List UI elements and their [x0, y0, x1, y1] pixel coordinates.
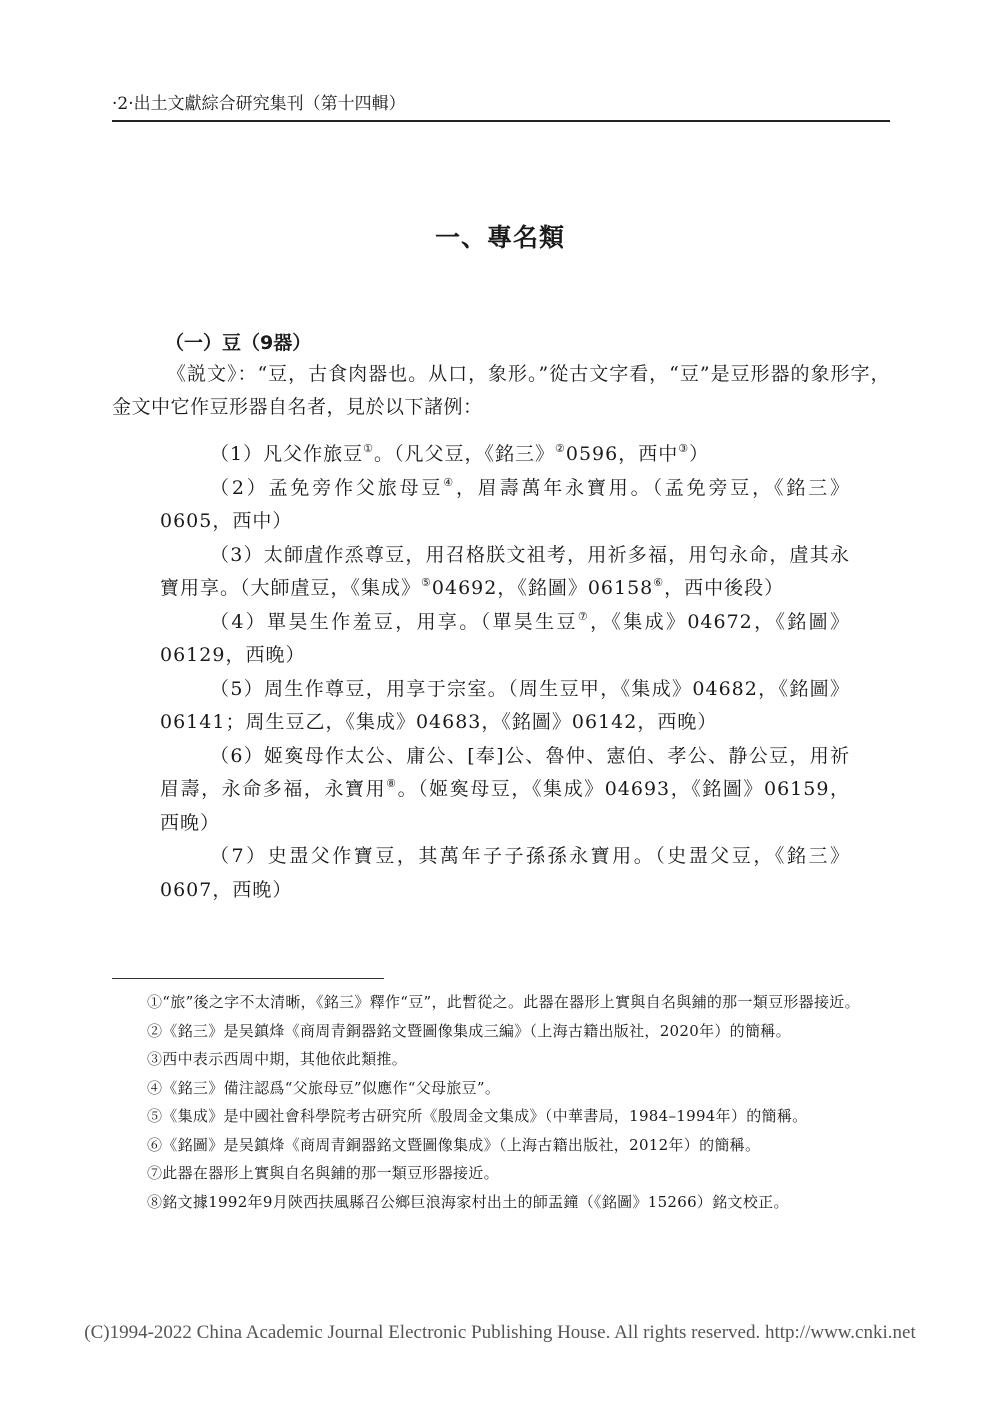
footnote-ref[interactable]: ④: [443, 475, 456, 489]
inscription-entry-3: [160, 539, 850, 606]
inscription-entry-2: [160, 472, 850, 539]
inscription-entry-5: [160, 673, 850, 740]
copyright-notice: (C)1994-2022 China Academic Journal Electronic Publishing House. All rights reserved. http://www.cnki.net: [84, 1322, 916, 1343]
entry-text: 單昊生作羞豆，用享。（單昊生豆: [267, 610, 578, 633]
entry-text: ，眉壽萬年永寶用。（孟免旁豆，《銘三》0605，西中）: [160, 476, 850, 532]
inscription-list: [160, 438, 850, 907]
inscription-entry-4: [160, 606, 850, 673]
section-title: 一、專名類: [434, 223, 565, 252]
inscription-entry-7: [160, 840, 850, 907]
entry-text: 0596，西中: [565, 443, 679, 465]
entry-text: 凡父作旅豆: [263, 443, 364, 465]
running-header: [112, 92, 890, 122]
entry-text: 周生作尊豆，用享于宗室。（周生豆甲，《集成》04682，《銘圖》06141；周生豆乙，《集成》04683，《銘圖》06142，西晚）: [160, 677, 850, 733]
footnote-6: ⑥《銘圖》是吴鎮烽《商周青銅器銘文暨圖像集成》（上海古籍出版社，2012年）的簡稱。: [147, 1135, 761, 1154]
footnote-ref[interactable]: ⑧: [386, 777, 398, 790]
entry-text: 。（姬寏母豆，《集成》04693，《銘圖》06159，西晚）: [160, 778, 850, 834]
entry-text: ，西中後段）: [664, 577, 785, 599]
entry-number: （7）: [210, 845, 268, 867]
footnote-1: ①“旅”後之字不太清晰，《銘三》釋作“豆”，此暫從之。此器在器形上實與自名與鋪的那一類豆形器接近。: [147, 993, 860, 1011]
footnote-ref[interactable]: ①: [363, 442, 374, 455]
entry-text: ，《集成》04672，《銘圖》06129，西晚）: [160, 610, 850, 666]
footnote-ref[interactable]: ⑦: [577, 609, 591, 623]
entry-text: 04692，《銘圖》06158: [431, 577, 654, 599]
footnote-5: ⑤《集成》是中國社會科學院考古研究所《殷周金文集成》（中華書局，1984–1994年）的簡稱。: [147, 1107, 808, 1125]
footnote-4: ④《銘三》備注認爲“父旅母豆”似應作“父母旅豆”。: [147, 1078, 501, 1097]
entry-number: （3）: [210, 543, 264, 566]
footnote-ref[interactable]: ⑤: [421, 576, 432, 589]
entry-text: 。（凡父豆，《銘三》: [373, 443, 555, 465]
entry-number: （4）: [210, 610, 268, 633]
entry-number: （1）: [210, 443, 264, 465]
footnote-7: ⑦此器在器形上實與自名與鋪的那一類豆形器接近。: [147, 1164, 499, 1182]
entry-text: 太師虘作烝尊豆，用召格朕文祖考，用祈多福，用匄永命，虘其永寶用享。（大師虘豆，《集成》: [160, 543, 850, 599]
inscription-entry-1: [160, 438, 850, 472]
footnote-ref[interactable]: ③: [678, 442, 690, 455]
footnote-ref[interactable]: ⑥: [653, 576, 665, 589]
entry-text: 孟免旁作父旅母豆: [268, 476, 444, 499]
footnote-ref[interactable]: ②: [555, 442, 566, 455]
footnote-2: ②《銘三》是吴鎮烽《商周青銅器銘文暨圖像集成三編》（上海古籍出版社，2020年）的簡稱。: [147, 1021, 791, 1040]
entry-number: （5）: [210, 677, 265, 700]
footnotes: [112, 990, 890, 1218]
running-header-text: ·2·出土文獻綜合研究集刊（第十四輯）: [112, 94, 406, 114]
inscription-entry-6: [160, 740, 850, 841]
footnote-8: ⑧銘文據1992年9月陝西扶風縣召公鄉巨浪海家村出土的師盂鐘（《銘圖》15266）銘文校正。: [147, 1192, 789, 1211]
entry-text: ）: [689, 443, 710, 465]
entry-number: （6）: [210, 744, 265, 767]
subsection-heading: （一）豆（9器）: [165, 332, 312, 354]
footnote-divider: [112, 978, 384, 979]
entry-text: 史盄父作寶豆，其萬年子子孫孫永寶用。（史盄父豆，《銘三》0607，西晚）: [160, 845, 850, 901]
entry-number: （2）: [210, 476, 269, 499]
intro-paragraph: 《説文》：“豆，古食肉器也。从口，象形。”從古文字看，“豆”是豆形器的象形字，金文中它作豆形器自名者，見於以下諸例：: [112, 363, 890, 418]
footnote-3: ③西中表示西周中期，其他依此類推。: [147, 1050, 408, 1068]
entry-text: 姬寏母作太公、庸公、[奉]公、魯仲、憲伯、孝公、静公豆，用祈眉壽，永命多福，永寶用: [160, 744, 851, 800]
